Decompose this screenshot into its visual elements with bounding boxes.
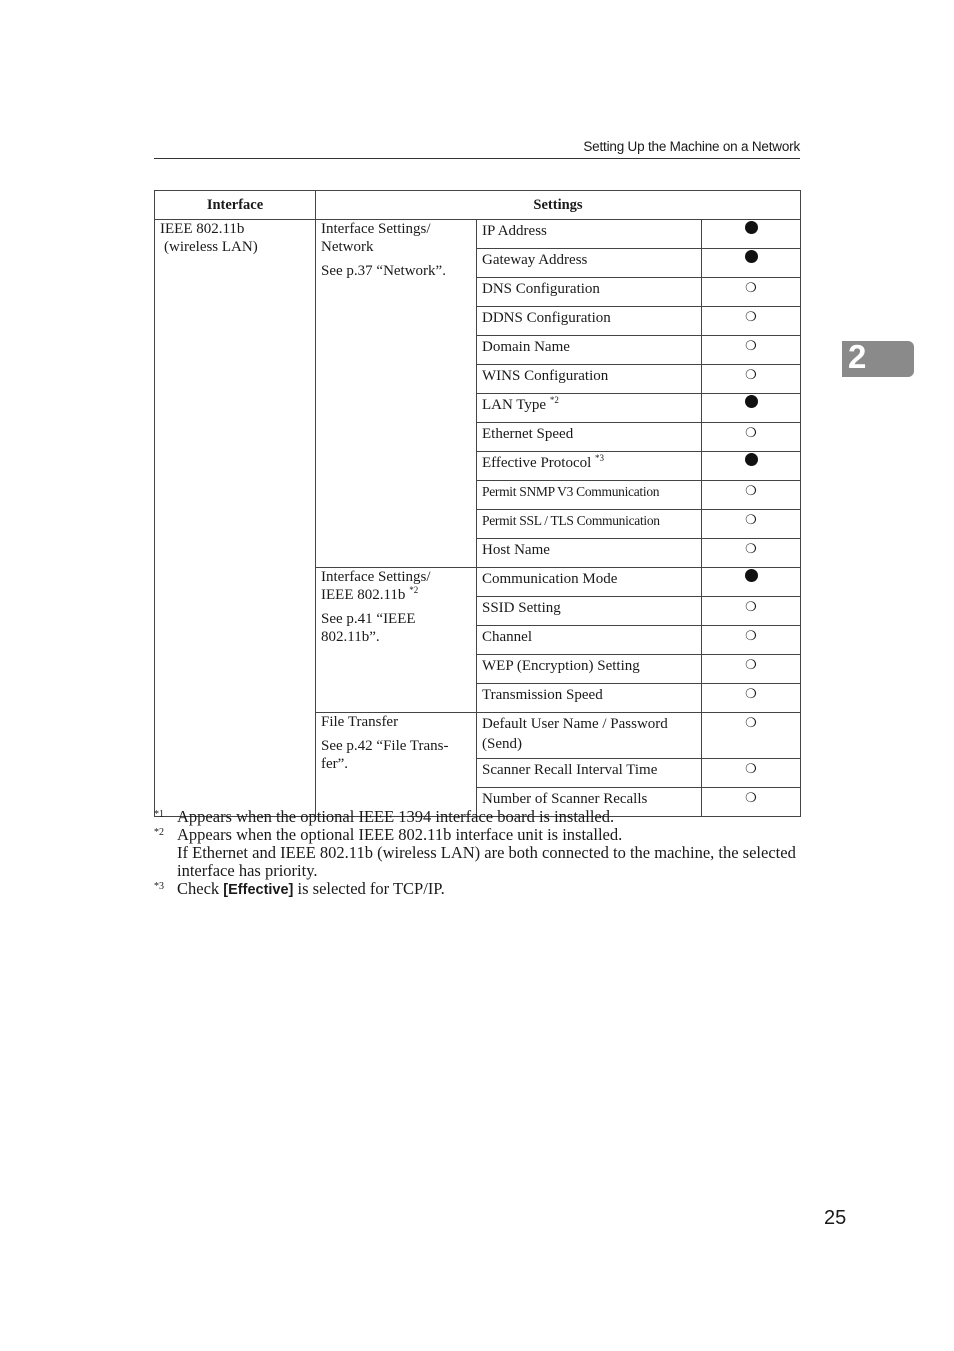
setting-item bbox=[477, 684, 702, 713]
filled-circle-icon bbox=[745, 453, 758, 466]
group-label bbox=[321, 238, 471, 256]
open-circle-icon: ❍ bbox=[745, 687, 757, 702]
group-label bbox=[321, 568, 471, 586]
open-circle-icon: ❍ bbox=[745, 716, 757, 731]
availability-cell bbox=[702, 423, 801, 452]
header-interface: Interface bbox=[155, 191, 316, 220]
setting-item bbox=[477, 307, 702, 336]
availability-cell bbox=[702, 249, 801, 278]
availability-cell bbox=[702, 336, 801, 365]
availability-cell bbox=[702, 220, 801, 249]
setting-item bbox=[477, 655, 702, 684]
setting-item-name: Scanner Recall Interval Time bbox=[482, 762, 658, 778]
table-header-row bbox=[155, 191, 801, 220]
setting-item-name: Default User Name / Password (Send) bbox=[482, 716, 668, 752]
open-circle-icon: ❍ bbox=[745, 513, 757, 528]
availability-cell bbox=[702, 481, 801, 510]
filled-circle-icon bbox=[745, 395, 758, 408]
availability-cell bbox=[702, 597, 801, 626]
footnote-reference: *2 bbox=[409, 585, 419, 595]
setting-item bbox=[477, 713, 702, 759]
availability-cell bbox=[702, 452, 801, 481]
page-number: 25 bbox=[824, 1207, 847, 1229]
footnote-marker: *2 bbox=[154, 827, 164, 838]
availability-cell bbox=[702, 684, 801, 713]
open-circle-icon: ❍ bbox=[745, 542, 757, 557]
setting-item bbox=[477, 452, 702, 481]
setting-item bbox=[477, 220, 702, 249]
footnote-marker: *1 bbox=[154, 809, 164, 820]
setting-item bbox=[477, 336, 702, 365]
setting-item-name: Permit SSL / TLS Communication bbox=[482, 513, 660, 528]
availability-cell bbox=[702, 655, 801, 684]
setting-item bbox=[477, 365, 702, 394]
footnote-3 bbox=[154, 880, 802, 899]
setting-item-name: LAN Type bbox=[482, 397, 547, 413]
settings-group-cell bbox=[316, 220, 477, 568]
page-reference: See p.37 “Network”. bbox=[321, 263, 446, 279]
availability-cell bbox=[702, 510, 801, 539]
open-circle-icon: ❍ bbox=[745, 368, 757, 383]
setting-item-name: Gateway Address bbox=[482, 252, 588, 268]
table-row bbox=[155, 220, 801, 249]
setting-item-name: Ethernet Speed bbox=[482, 426, 574, 442]
open-circle-icon: ❍ bbox=[745, 762, 757, 777]
footnote-text: Check bbox=[177, 879, 224, 898]
footnote-reference: *3 bbox=[595, 453, 605, 463]
availability-cell bbox=[702, 759, 801, 788]
settings-group-cell bbox=[316, 568, 477, 713]
group-label bbox=[321, 586, 471, 604]
setting-item bbox=[477, 394, 702, 423]
setting-item-name: WEP (Encryption) Setting bbox=[482, 658, 640, 674]
setting-item-name: Transmission Speed bbox=[482, 687, 603, 703]
filled-circle-icon bbox=[745, 569, 758, 582]
header-settings: Settings bbox=[316, 191, 801, 220]
setting-item bbox=[477, 759, 702, 788]
interface-cell bbox=[155, 220, 316, 817]
footnote-text: Appears when the optional IEEE 802.11b interface unit is installed. bbox=[177, 825, 623, 844]
setting-item-name: DDNS Configuration bbox=[482, 310, 611, 326]
footnotes bbox=[154, 808, 802, 899]
page-reference: See p.42 “File Trans-fer”. bbox=[321, 738, 449, 772]
setting-item-name: WINS Configuration bbox=[482, 368, 609, 384]
footnote-text-continued: If Ethernet and IEEE 802.11b (wireless LAN) are both connected to the machine, the selected interface has priority. bbox=[177, 843, 796, 880]
footnote-1 bbox=[154, 808, 802, 826]
running-header: Setting Up the Machine on a Network bbox=[583, 139, 800, 154]
open-circle-icon: ❍ bbox=[745, 658, 757, 673]
open-circle-icon: ❍ bbox=[745, 484, 757, 499]
group-label-text: Network bbox=[321, 239, 374, 255]
setting-item-name: Communication Mode bbox=[482, 571, 618, 587]
group-label bbox=[321, 713, 471, 731]
setting-item bbox=[477, 597, 702, 626]
setting-item-name: Channel bbox=[482, 629, 532, 645]
availability-cell bbox=[702, 278, 801, 307]
setting-item-name: Permit SNMP V3 Communication bbox=[482, 484, 660, 499]
footnote-reference: *2 bbox=[549, 395, 559, 405]
setting-item bbox=[477, 423, 702, 452]
setting-item-name: IP Address bbox=[482, 223, 547, 239]
filled-circle-icon bbox=[745, 221, 758, 234]
setting-item bbox=[477, 626, 702, 655]
page-reference: See p.41 “IEEE 802.11b”. bbox=[321, 611, 416, 645]
setting-item-name: DNS Configuration bbox=[482, 281, 600, 297]
group-label-text: File Transfer bbox=[321, 714, 399, 730]
setting-item bbox=[477, 510, 702, 539]
open-circle-icon: ❍ bbox=[745, 310, 757, 325]
group-label-text: Interface Settings/ bbox=[321, 569, 431, 585]
group-label-text: Interface Settings/ bbox=[321, 221, 431, 237]
settings-table bbox=[154, 190, 801, 817]
open-circle-icon: ❍ bbox=[745, 281, 757, 296]
setting-item-name: Domain Name bbox=[482, 339, 570, 355]
availability-cell bbox=[702, 365, 801, 394]
availability-cell bbox=[702, 539, 801, 568]
footnote-text: is selected for TCP/IP. bbox=[293, 879, 445, 898]
chapter-number: 2 bbox=[848, 338, 867, 375]
availability-cell bbox=[702, 713, 801, 759]
open-circle-icon: ❍ bbox=[745, 791, 757, 806]
setting-item bbox=[477, 568, 702, 597]
settings-group-cell bbox=[316, 713, 477, 817]
availability-cell bbox=[702, 568, 801, 597]
setting-item bbox=[477, 539, 702, 568]
footnote-marker: *3 bbox=[154, 881, 164, 892]
setting-item-name: SSID Setting bbox=[482, 600, 561, 616]
filled-circle-icon bbox=[745, 250, 758, 263]
setting-item-name: Number of Scanner Recalls bbox=[482, 791, 648, 807]
interface-name: IEEE 802.11b bbox=[160, 221, 245, 237]
header-rule bbox=[154, 158, 800, 159]
group-label bbox=[321, 220, 471, 238]
setting-item-name: Host Name bbox=[482, 542, 550, 558]
effective-key-label: [Effective] bbox=[223, 882, 294, 898]
availability-cell bbox=[702, 394, 801, 423]
footnote-text: Appears when the optional IEEE 1394 interface board is installed. bbox=[177, 807, 615, 826]
footnote-2 bbox=[154, 826, 802, 880]
open-circle-icon: ❍ bbox=[745, 426, 757, 441]
availability-cell bbox=[702, 307, 801, 336]
setting-item bbox=[477, 481, 702, 510]
group-label-text: IEEE 802.11b bbox=[321, 587, 406, 603]
open-circle-icon: ❍ bbox=[745, 600, 757, 615]
availability-cell bbox=[702, 626, 801, 655]
open-circle-icon: ❍ bbox=[745, 339, 757, 354]
interface-subname: (wireless LAN) bbox=[164, 239, 258, 255]
open-circle-icon: ❍ bbox=[745, 629, 757, 644]
setting-item bbox=[477, 249, 702, 278]
setting-item bbox=[477, 278, 702, 307]
setting-item-name: Effective Protocol bbox=[482, 455, 592, 471]
